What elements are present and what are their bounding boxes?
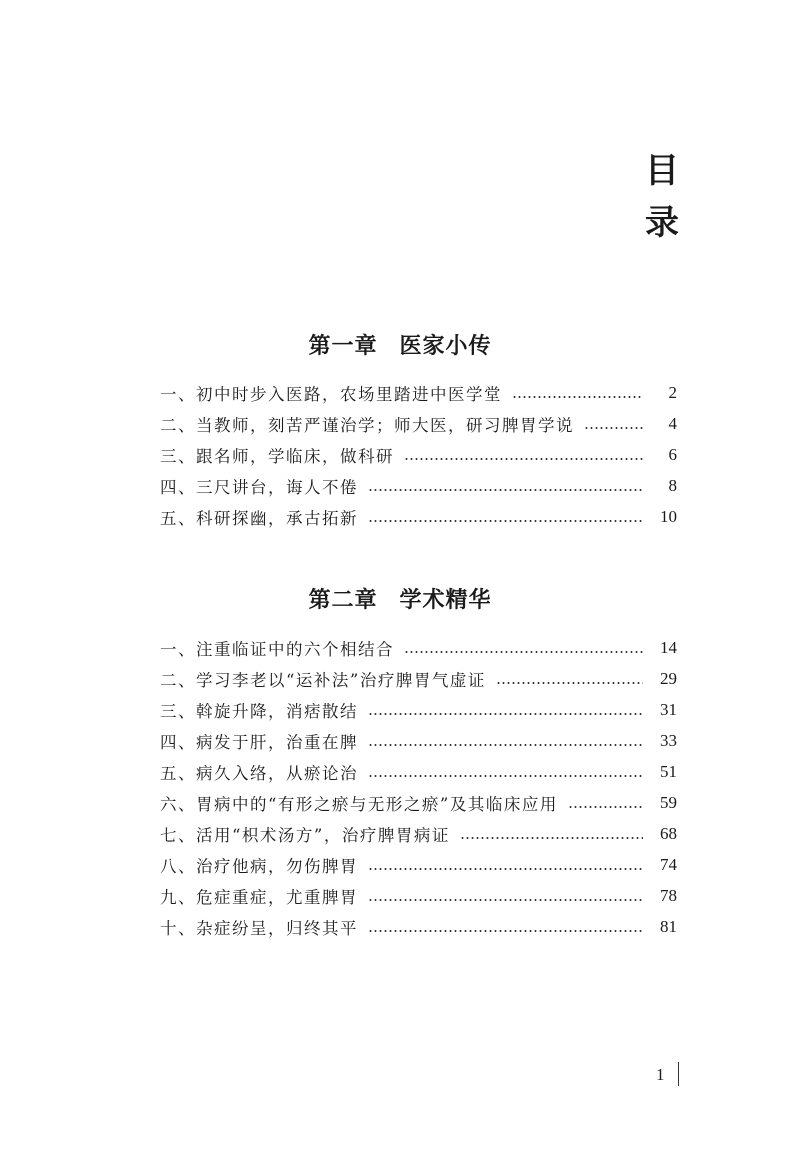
toc-entry-page: 31 — [660, 699, 677, 719]
toc-entry[interactable] — [160, 849, 677, 880]
dot-leader — [368, 520, 643, 522]
toc-entry-page: 59 — [660, 792, 677, 812]
toc-entry[interactable] — [160, 663, 677, 694]
toc-entry[interactable] — [160, 725, 677, 756]
toc-entry-label: 一、注重临证中的六个相结合 — [160, 639, 394, 659]
toc-entry-page: 2 — [668, 382, 677, 402]
toc-entry-label: 三、斡旋升降，消痞散结 — [160, 701, 358, 721]
toc-entry-label: 六、胃病中的“有形之瘀与无形之瘀”及其临床应用 — [160, 794, 558, 814]
toc-entry-label: 一、初中时步入医路，农场里踏进中医学堂 — [160, 384, 502, 404]
dot-leader — [368, 775, 643, 777]
page-number: 1 — [656, 1065, 665, 1084]
toc-entry[interactable] — [160, 632, 677, 663]
toc-entry-label: 四、病发于肝，治重在脾 — [160, 732, 358, 752]
toc-entry-label: 九、危症重症，尤重脾胃 — [160, 887, 358, 907]
toc-entry-label: 四、三尺讲台，诲人不倦 — [160, 477, 358, 497]
toc-entry[interactable] — [160, 408, 677, 439]
dot-leader — [460, 837, 643, 839]
toc-entry-page: 4 — [668, 413, 677, 433]
toc-entry[interactable] — [160, 470, 677, 501]
toc-entry-label: 十、杂症纷呈，归终其平 — [160, 918, 358, 938]
toc-entry[interactable] — [160, 377, 677, 408]
dot-leader — [404, 458, 643, 460]
dot-leader — [496, 682, 643, 684]
toc-entry-page: 8 — [668, 475, 677, 495]
toc-list-chapter-1 — [160, 377, 677, 532]
toc-entry-page: 78 — [660, 885, 677, 905]
toc-entry[interactable] — [160, 439, 677, 470]
page-title — [638, 145, 686, 249]
toc-entry[interactable] — [160, 787, 677, 818]
dot-leader — [368, 713, 643, 715]
dot-leader — [368, 489, 643, 491]
toc-entry[interactable] — [160, 756, 677, 787]
toc-list-chapter-2 — [160, 632, 677, 942]
toc-entry-page: 51 — [660, 761, 677, 781]
toc-entry-page: 74 — [660, 854, 677, 874]
toc-entry[interactable] — [160, 911, 677, 942]
chapter-number: 第一章 — [308, 334, 378, 359]
page-title-char-1: 目 — [645, 151, 679, 191]
toc-entry-label: 八、治疗他病，勿伤脾胃 — [160, 856, 358, 876]
dot-leader — [368, 930, 643, 932]
chapter-heading-2 — [0, 587, 800, 615]
dot-leader — [568, 806, 643, 808]
chapter-number: 第二章 — [308, 588, 378, 613]
dot-leader — [404, 651, 643, 653]
chapter-name: 医家小传 — [399, 334, 492, 359]
toc-entry-page: 10 — [660, 506, 677, 526]
toc-entry-label: 五、科研探幽，承古拓新 — [160, 508, 358, 528]
toc-entry-label: 二、当教师，刻苦严谨治学；师大医，研习脾胃学说 — [160, 415, 574, 435]
dot-leader — [368, 868, 643, 870]
chapter-name: 学术精华 — [399, 588, 492, 613]
dot-leader — [512, 396, 643, 398]
dot-leader — [368, 744, 643, 746]
toc-entry[interactable] — [160, 880, 677, 911]
toc-entry-page: 14 — [660, 637, 677, 657]
toc-entry[interactable] — [160, 818, 677, 849]
toc-entry-page: 29 — [660, 668, 677, 688]
folio-rule — [678, 1062, 679, 1086]
toc-entry-label: 三、跟名师，学临床，做科研 — [160, 446, 394, 466]
toc-entry-page: 6 — [668, 444, 677, 464]
toc-entry[interactable] — [160, 501, 677, 532]
toc-entry[interactable] — [160, 694, 677, 725]
dot-leader — [368, 899, 643, 901]
chapter-heading-1 — [0, 333, 800, 361]
page-title-char-2: 录 — [645, 203, 679, 243]
dot-leader — [584, 427, 643, 429]
toc-entry-label: 二、学习李老以“运补法”治疗脾胃气虚证 — [160, 670, 486, 690]
toc-entry-page: 68 — [660, 823, 677, 843]
toc-entry-page: 81 — [660, 916, 677, 936]
toc-entry-page: 33 — [660, 730, 677, 750]
toc-entry-label: 七、活用“枳术汤方”，治疗脾胃病证 — [160, 825, 450, 845]
toc-entry-label: 五、病久入络，从瘀论治 — [160, 763, 358, 783]
